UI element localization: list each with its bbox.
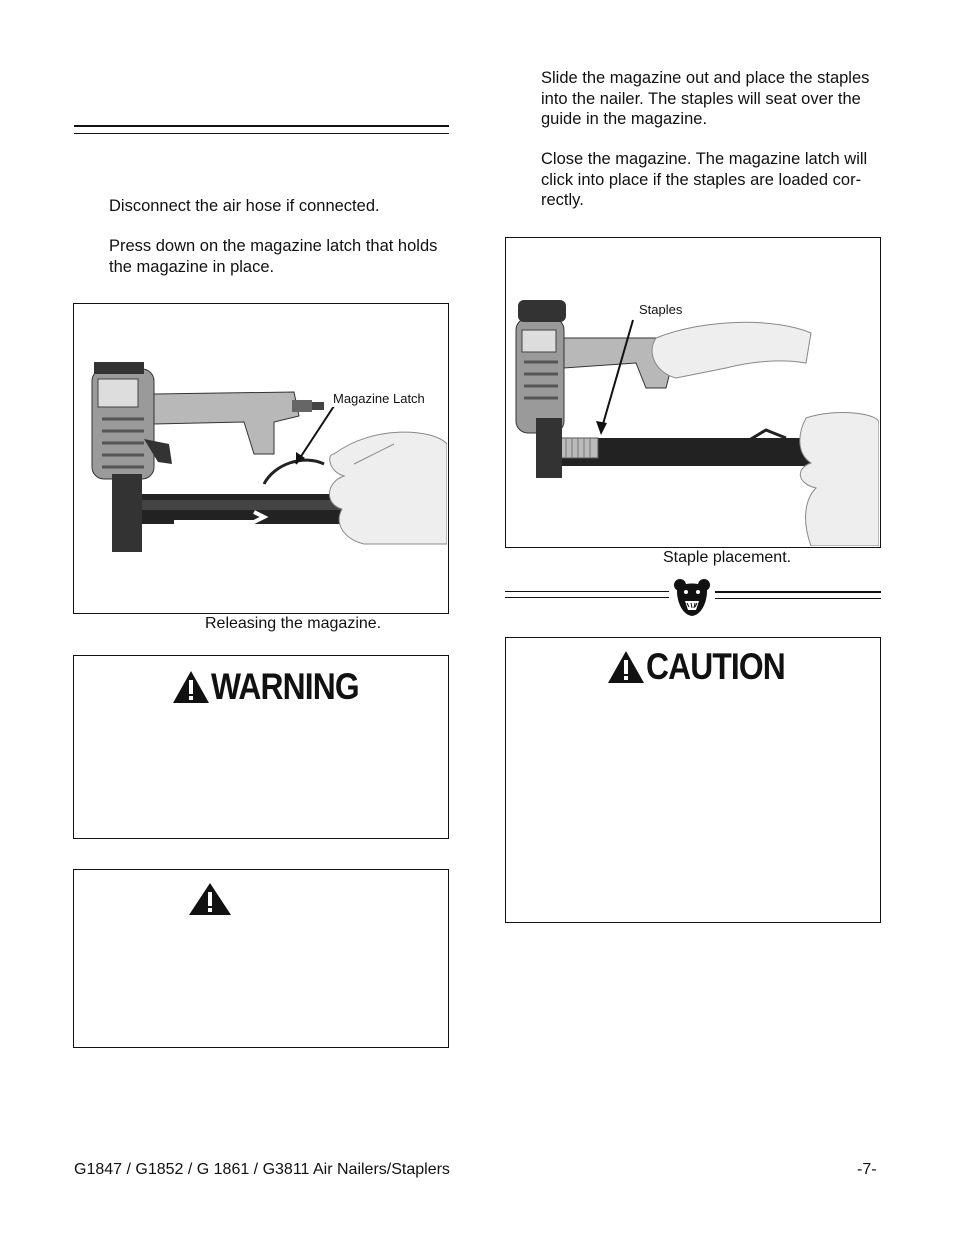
alert-box — [73, 869, 449, 1048]
callout-magazine-latch: Magazine Latch — [329, 390, 429, 407]
figure-releasing-magazine — [73, 303, 449, 614]
caution-signal — [606, 646, 808, 688]
caution-box — [505, 637, 881, 923]
bear-head-icon — [673, 577, 711, 617]
nailer-photo-release — [74, 304, 447, 612]
step-close-magazine: Close the magazine. The magazine latch will click into place if the staples are loaded cor-rectly. — [541, 150, 868, 209]
caption-staple-placement: Staple placement. — [663, 549, 792, 566]
section-divider — [505, 577, 881, 617]
footer-page-number: -7- — [857, 1161, 877, 1178]
caution-triangle-icon — [606, 649, 646, 685]
section-heading-rule — [74, 125, 449, 134]
warning-signal — [171, 666, 383, 708]
callout-staples: Staples — [635, 301, 686, 318]
footer-model-text: G1847 / G1852 / G 1861 / G3811 Air Nailers/Staplers — [74, 1161, 450, 1178]
warning-word: WARNING — [211, 666, 359, 707]
warning-box — [73, 655, 449, 839]
step-slide-magazine: Slide the magazine out and place the staples into the nailer. The staples will seat over the guide in the magazine. — [541, 69, 870, 128]
caution-word: CAUTION — [646, 646, 785, 687]
step-disconnect-hose: Disconnect the air hose if connected. — [109, 197, 380, 215]
step-press-latch: Press down on the magazine latch that holds the magazine in place. — [109, 237, 438, 276]
nailer-photo-staples — [506, 238, 879, 546]
warning-triangle-icon — [171, 669, 211, 705]
caption-releasing-magazine: Releasing the magazine. — [205, 615, 382, 632]
figure-staple-placement — [505, 237, 881, 548]
exclamation-triangle-icon — [187, 881, 233, 917]
